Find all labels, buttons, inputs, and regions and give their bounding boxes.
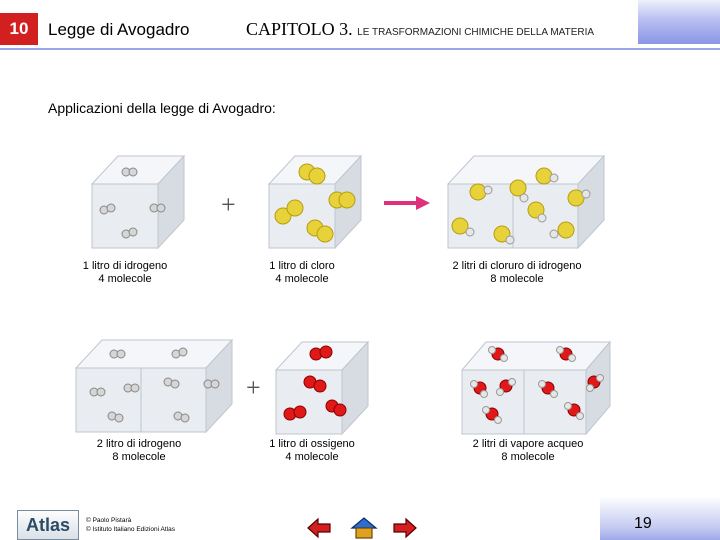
caption-line: 8 molecole [112, 451, 166, 463]
caption-line: 8 molecole [501, 451, 555, 463]
oxygen-box [272, 338, 372, 438]
caption-line: 4 molecole [285, 451, 339, 463]
hydrogen-box-2l [72, 336, 234, 436]
plus-sign-2: + [246, 373, 261, 402]
caption-hydrogen-2l [72, 438, 206, 464]
credit-author: © Paolo Pistarà [86, 517, 132, 524]
credit-publisher: © Istituto Italiano Edizioni Atlas [86, 526, 175, 533]
caption-line: 2 litri di cloruro di idrogeno [452, 260, 582, 272]
water-box [458, 338, 614, 438]
caption-water [448, 438, 608, 464]
home-icon[interactable] [350, 516, 378, 540]
slide-number-badge: 10 [0, 13, 38, 45]
header-decoration [638, 0, 720, 44]
caption-line: 4 molecole [275, 273, 329, 285]
arrow-right-icon[interactable] [392, 516, 418, 540]
caption-line: 4 molecole [98, 273, 152, 285]
caption-line: 2 litri di vapore acqueo [472, 438, 584, 450]
reaction-arrow-icon [382, 193, 432, 213]
atlas-logo: Atlas [17, 510, 79, 540]
caption-line: 1 litro di cloro [269, 260, 335, 272]
chapter-main: CAPITOLO 3. [246, 19, 353, 39]
header-divider [0, 48, 720, 50]
plus-sign-1: + [221, 190, 236, 219]
footer-decoration [600, 496, 720, 540]
subtitle: Applicazioni della legge di Avogadro: [48, 100, 276, 116]
caption-hydrogen-1l [58, 260, 192, 286]
caption-line: 1 litro di idrogeno [82, 260, 168, 272]
caption-line: 2 litro di idrogeno [96, 438, 182, 450]
arrow-left-icon[interactable] [306, 516, 332, 540]
hydrogen-box-1l [88, 152, 188, 252]
page-number: 19 [634, 515, 652, 532]
slide-title: Legge di Avogadro [48, 20, 190, 39]
caption-chlorine [240, 260, 364, 286]
caption-line: 8 molecole [490, 273, 544, 285]
chapter-heading [246, 19, 594, 40]
hcl-box [444, 152, 608, 252]
caption-oxygen [250, 438, 374, 464]
chapter-sub: LE TRASFORMAZIONI CHIMICHE DELLA MATERIA [357, 27, 595, 38]
footer-credits [86, 516, 175, 534]
caption-line: 1 litro di ossigeno [269, 438, 355, 450]
caption-hcl [430, 260, 604, 286]
chlorine-box [265, 152, 365, 252]
